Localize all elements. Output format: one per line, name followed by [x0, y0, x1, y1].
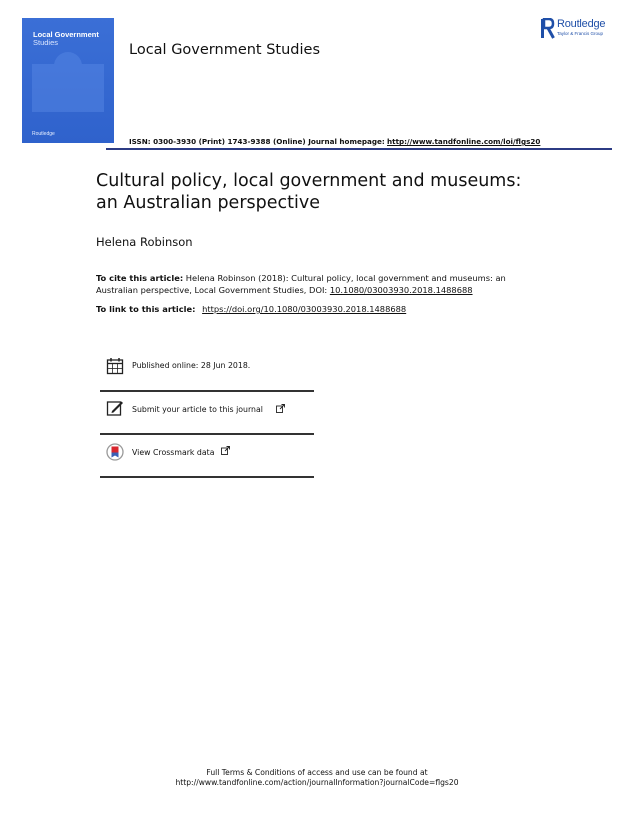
header-divider	[106, 148, 612, 150]
calendar-icon	[106, 357, 124, 375]
publisher-name: Routledge	[557, 18, 606, 30]
issn-line	[129, 137, 540, 146]
journal-homepage-link[interactable]: http://www.tandfonline.com/loi/flgs20	[387, 137, 541, 146]
citation-block	[96, 272, 536, 296]
submit-article-text[interactable]: Submit your article to this journal	[132, 405, 263, 414]
publisher-logo[interactable]	[540, 18, 620, 42]
article-title-line-2: an Australian perspective	[96, 193, 320, 213]
cover-title-main: Local Government	[33, 30, 99, 39]
published-online-text: Published online: 28 Jun 2018.	[132, 361, 251, 370]
external-link-icon	[276, 404, 285, 413]
routledge-r-icon	[540, 18, 555, 39]
citation-text-1: Helena Robinson (2018): Cultural policy, local government and museums: an	[185, 273, 506, 283]
journal-cover-image	[22, 18, 114, 143]
article-link-label: To link to this article:	[96, 304, 196, 314]
footer-line-1: Full Terms & Conditions of access and use can be found at	[206, 768, 428, 777]
cover-title	[33, 31, 113, 47]
info-separator-1	[100, 390, 314, 392]
cover-building-graphic	[32, 64, 104, 112]
crossmark-text[interactable]: View Crossmark data	[132, 448, 215, 457]
publisher-tagline: Taylor & Francis Group	[557, 31, 604, 36]
footer-terms	[0, 768, 634, 788]
external-link-icon	[221, 446, 230, 455]
article-title	[96, 170, 556, 214]
article-link-line	[96, 304, 406, 314]
info-separator-3	[100, 476, 314, 478]
article-doi-url[interactable]: https://doi.org/10.1080/03003930.2018.1488688	[202, 304, 407, 314]
footer-terms-link[interactable]: http://www.tandfonline.com/action/journalInformation?journalCode=flgs20	[175, 778, 459, 787]
crossmark-icon	[106, 443, 124, 461]
info-separator-2	[100, 433, 314, 435]
journal-title: Local Government Studies	[129, 42, 321, 58]
citation-text-2: Australian perspective, Local Government Studies, DOI:	[96, 285, 328, 295]
citation-doi-link[interactable]: 10.1080/03003930.2018.1488688	[329, 285, 473, 295]
article-author: Helena Robinson	[96, 235, 193, 249]
issn-label: ISSN: 0300-3930 (Print) 1743-9388 (Online) Journal homepage:	[129, 137, 385, 146]
cover-publisher-logo: Routledge	[32, 131, 55, 137]
citation-label: To cite this article:	[96, 273, 184, 283]
article-title-line-1: Cultural policy, local government and museums:	[96, 171, 522, 191]
edit-pencil-icon	[106, 399, 124, 417]
cover-title-sub: Studies	[33, 38, 59, 47]
